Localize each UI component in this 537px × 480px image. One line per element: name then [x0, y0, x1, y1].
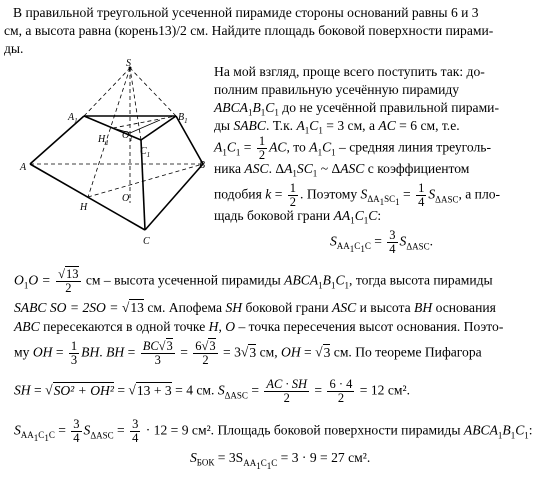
- label-H1: $H_1$: [98, 134, 109, 147]
- label-S: S: [126, 58, 131, 69]
- label-H: H: [80, 202, 88, 213]
- solution-line-6: ника ASC. $\Delta A_1SC_1$ ~ ΔASC с коэффициентом: [214, 161, 470, 179]
- continuation-line-2: SABC SO = 2SO = √13 см. Апофема SH боковой грани ASC и высота BH основания: [14, 300, 496, 315]
- solution-line-8: щадь боковой грани $AA_1C_1C$:: [214, 208, 382, 226]
- label-A: A: [20, 162, 27, 173]
- continuation-line-3: ABC пересекаются в одной точке H, O – точка пересечения высот основания. Поэто-: [14, 319, 504, 334]
- solution-line-1: На мой взгляд, проще всего поступить так: до-: [214, 64, 485, 79]
- solution-line-9: $S_{AA_1C_1C}$ = $\frac{3}{4}$ $S_{\Delta ASC}$.: [330, 228, 434, 256]
- problem-line-3: ды.: [4, 41, 24, 56]
- label-O: O: [122, 193, 130, 204]
- solution-line-5: $A_1C_1$ = $\frac{1}{2}$ AC, то $A_1C_1$ – средняя линия треуголь-: [214, 134, 492, 162]
- label-O1: $O_1$: [122, 130, 133, 143]
- solution-line-2: полним правильную усечённую пирамиду: [214, 82, 460, 97]
- continuation-line-7: $S_{БОК} = 3S_{AA_1C_1C} = 3 \cdot 9 = 27$ см².: [190, 450, 371, 471]
- continuation-line-6: $S_{AA_1C_1C}$ = $\frac{3}{4}$ $S_{\Delta ASC}$ = $\frac{3}{4}$ · 12 = 9 см². Площадь боковой поверхности пирамиды $ABCA_1B_1C_1$:: [14, 417, 533, 445]
- solution-line-3: $ABCA_1B_1C_1$ до не усечённой правильной пирами-: [214, 100, 499, 118]
- problem-line-1: В правильной треугольной усеченной пирамиде стороны оснований равны 6 и 3: [13, 5, 479, 20]
- continuation-line-1: $O_1O$ = $\frac{√13}{2}$ см – высота усеченной пирамиды $ABCA_1B_1C_1$, тогда высота пирамиды: [14, 267, 493, 295]
- solution-line-4: ды SABC. Т.к. $A_1C_1 = 3$ см, а AC = 6 см, т.е.: [214, 118, 460, 136]
- continuation-line-4: му OH = $\frac{1}{3}$ BH. BH = $\frac{BC√3}{3}$ = $\frac{6√3}{2}$ = 3√3 см, OH = √3 см. По теореме Пифагора: [14, 339, 482, 367]
- label-B: B: [198, 160, 205, 171]
- label-C1: $C_1$: [140, 146, 151, 159]
- problem-line-2: см, а высота равна (корень13)/2 см. Найдите площадь боковой поверхности пирами-: [4, 23, 494, 38]
- continuation-line-5: SH = √SO² + OH² = √13 + 3 = 4 см. $S_{\Delta ASC}$ = $\frac{AC \cdot SH}{2}$ = $\frac{6 \cdot 4}{2}$ = 12 см².: [14, 377, 410, 405]
- truncated-pyramid-figure: [0, 58, 205, 253]
- label-B1: $B_1$: [178, 112, 188, 125]
- solution-line-7: подобия k = $\frac{1}{2}$ . Поэтому $S_{\Delta A_1SC_1}$ = $\frac{1}{4}$ $S_{\Delta ASC}$, а пло-: [214, 181, 501, 209]
- label-C: C: [143, 236, 150, 247]
- label-A1: $A_1$: [68, 112, 78, 125]
